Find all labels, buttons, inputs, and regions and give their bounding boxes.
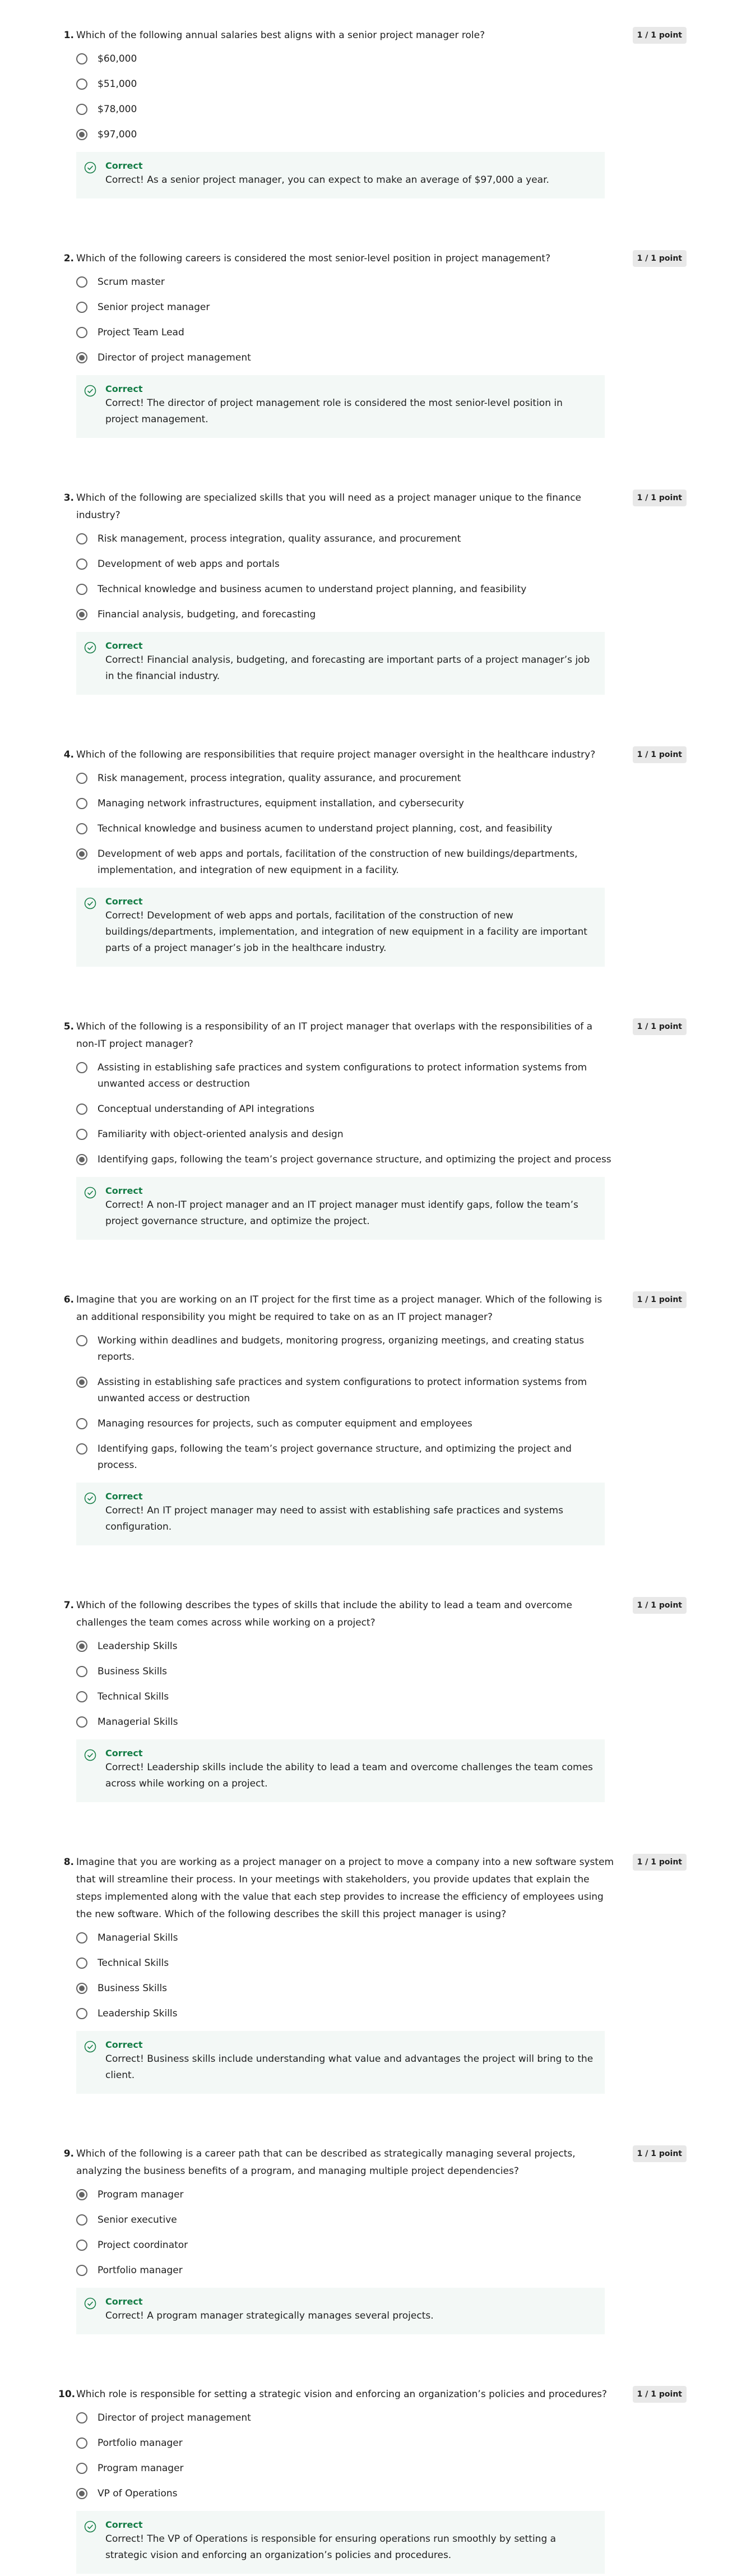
radio-selected-icon[interactable] bbox=[76, 1983, 87, 1994]
radio-icon[interactable] bbox=[76, 2437, 87, 2449]
feedback-text: Correct! Financial analysis, budgeting, and forecasting are important parts of a project manager’s job in the financial industry. bbox=[105, 654, 590, 682]
feedback-text: Correct! An IT project manager may need to assist with establishing safe practices and systems configuration. bbox=[105, 1505, 563, 1532]
option-label: Portfolio manager bbox=[98, 2437, 183, 2449]
feedback-box bbox=[76, 152, 605, 198]
feedback-box bbox=[76, 1483, 605, 1545]
option-label: Financial analysis, budgeting, and forecasting bbox=[98, 609, 316, 620]
answer-option[interactable] bbox=[76, 2237, 614, 2254]
option-label: $78,000 bbox=[98, 104, 137, 115]
option-label: Leadership Skills bbox=[98, 2008, 178, 2019]
option-label: Managerial Skills bbox=[98, 1932, 178, 1943]
feedback-text: Correct! The director of project management role is considered the most senior-level position in project management. bbox=[105, 398, 563, 425]
answer-option[interactable] bbox=[76, 1374, 614, 1407]
answer-option[interactable] bbox=[76, 274, 614, 290]
check-circle-icon bbox=[84, 1187, 96, 1199]
answer-option[interactable] bbox=[76, 101, 614, 118]
radio-icon[interactable] bbox=[76, 1129, 87, 1140]
answer-option[interactable] bbox=[76, 1127, 614, 1143]
question-number: 8. bbox=[63, 1857, 74, 1868]
answer-option[interactable] bbox=[76, 1416, 614, 1432]
radio-icon[interactable] bbox=[76, 1418, 87, 1429]
option-label: Senior project manager bbox=[98, 302, 210, 313]
feedback-text: Correct! A program manager strategically manages several projects. bbox=[105, 2310, 434, 2321]
radio-icon[interactable] bbox=[76, 2240, 87, 2251]
option-label: Project Team Lead bbox=[98, 327, 184, 338]
radio-selected-icon[interactable] bbox=[76, 2189, 87, 2200]
answer-option[interactable] bbox=[76, 2410, 614, 2426]
question-header bbox=[0, 1597, 751, 1632]
options-list bbox=[76, 2187, 751, 2279]
feedback-text: Correct! As a senior project manager, you can expect to make an average of $97,000 a year. bbox=[105, 174, 549, 186]
answer-option[interactable] bbox=[76, 581, 614, 598]
question-header bbox=[0, 1854, 751, 1923]
option-label: Development of web apps and portals bbox=[98, 558, 280, 570]
options-list bbox=[76, 51, 751, 143]
question-number: 4. bbox=[63, 749, 74, 760]
options-list bbox=[76, 1060, 751, 1168]
question-header bbox=[0, 27, 751, 44]
question-header bbox=[0, 1018, 751, 1053]
question bbox=[0, 1018, 751, 1240]
feedback-title: Correct bbox=[105, 1491, 143, 1502]
check-circle-icon bbox=[84, 161, 96, 174]
option-label: Director of project management bbox=[98, 2412, 251, 2423]
points-badge: 1 / 1 point bbox=[633, 1854, 687, 1871]
radio-selected-icon[interactable] bbox=[76, 2488, 87, 2499]
feedback-text: Correct! The VP of Operations is responsible for ensuring operations run smoothly by setting a strategic vision and enforcing an organization’s policies and procedures. bbox=[105, 2533, 557, 2561]
answer-option[interactable] bbox=[76, 127, 614, 143]
feedback-box bbox=[76, 2288, 605, 2334]
feedback-title: Correct bbox=[105, 2039, 143, 2050]
answer-option[interactable] bbox=[76, 350, 614, 366]
feedback-title: Correct bbox=[105, 896, 143, 907]
answer-option[interactable] bbox=[76, 846, 614, 879]
points-badge: 1 / 1 point bbox=[633, 27, 687, 44]
answer-option[interactable] bbox=[76, 1714, 614, 1730]
question bbox=[0, 2145, 751, 2334]
radio-icon[interactable] bbox=[76, 79, 87, 90]
option-label: Project coordinator bbox=[98, 2240, 188, 2251]
option-label: Identifying gaps, following the team’s project governance structure, and optimizing the project and process bbox=[98, 1154, 611, 1165]
option-label: Leadership Skills bbox=[98, 1641, 178, 1652]
check-circle-icon bbox=[84, 1492, 96, 1504]
radio-selected-icon[interactable] bbox=[76, 1154, 87, 1165]
option-label: Risk management, process integration, quality assurance, and procurement bbox=[98, 773, 461, 784]
answer-option[interactable] bbox=[76, 2006, 614, 2022]
radio-selected-icon[interactable] bbox=[76, 1377, 87, 1388]
question bbox=[0, 1291, 751, 1545]
options-list bbox=[76, 1638, 751, 1730]
feedback-box bbox=[76, 2511, 605, 2574]
answer-option[interactable] bbox=[76, 2187, 614, 2203]
feedback-text: Correct! Leadership skills include the ability to lead a team and overcome challenges the team comes across while working on a project. bbox=[105, 1762, 593, 1789]
answer-option[interactable] bbox=[76, 1981, 614, 1997]
question-number: 5. bbox=[63, 1021, 74, 1032]
feedback-text: Correct! Business skills include understanding what value and advantages the project will bring to the client. bbox=[105, 2053, 594, 2081]
question-number: 6. bbox=[63, 1294, 74, 1305]
radio-icon[interactable] bbox=[76, 558, 87, 570]
option-label: $97,000 bbox=[98, 129, 137, 140]
options-list bbox=[76, 2410, 751, 2502]
option-label: Assisting in establishing safe practices and system configurations to protect information systems from unwanted access or destruction bbox=[98, 1062, 587, 1090]
radio-icon[interactable] bbox=[76, 823, 87, 834]
question-header bbox=[0, 490, 751, 524]
option-label: Program manager bbox=[98, 2463, 184, 2474]
feedback-box bbox=[76, 632, 605, 695]
question-header bbox=[0, 250, 751, 267]
question bbox=[0, 250, 751, 438]
points-badge: 1 / 1 point bbox=[633, 746, 687, 763]
options-list bbox=[76, 274, 751, 366]
radio-icon[interactable] bbox=[76, 327, 87, 338]
question bbox=[0, 27, 751, 198]
radio-icon[interactable] bbox=[76, 1104, 87, 1115]
question-number: 2. bbox=[63, 253, 74, 264]
radio-icon[interactable] bbox=[76, 533, 87, 544]
question-header bbox=[0, 746, 751, 764]
question-text: Imagine that you are working on an IT project for the first time as a project manager. Which of the following is an additional responsibility you might be required to take on as an IT project manager? bbox=[76, 1294, 602, 1323]
check-circle-icon bbox=[84, 2297, 96, 2310]
answer-option[interactable] bbox=[76, 76, 614, 93]
radio-icon[interactable] bbox=[76, 1958, 87, 1969]
radio-icon[interactable] bbox=[76, 53, 87, 64]
radio-icon[interactable] bbox=[76, 302, 87, 313]
feedback-box bbox=[76, 888, 605, 967]
answer-option[interactable] bbox=[76, 1333, 614, 1365]
answer-option[interactable] bbox=[76, 1930, 614, 1946]
option-label: Development of web apps and portals, facilitation of the construction of new buildings/departments, implementation, and integration of new equipment in a facility. bbox=[98, 848, 578, 876]
answer-option[interactable] bbox=[76, 1101, 614, 1118]
radio-icon[interactable] bbox=[76, 1443, 87, 1455]
radio-icon[interactable] bbox=[76, 276, 87, 288]
question-text: Which of the following are responsibilities that require project manager oversight in the healthcare industry? bbox=[76, 749, 596, 760]
radio-selected-icon[interactable] bbox=[76, 848, 87, 860]
radio-icon[interactable] bbox=[76, 1691, 87, 1702]
radio-icon[interactable] bbox=[76, 2463, 87, 2474]
answer-option[interactable] bbox=[76, 1638, 614, 1655]
feedback-title: Correct bbox=[105, 1748, 143, 1758]
option-label: Technical Skills bbox=[98, 1691, 169, 1702]
radio-icon[interactable] bbox=[76, 2008, 87, 2019]
answer-option[interactable] bbox=[76, 2435, 614, 2452]
radio-selected-icon[interactable] bbox=[76, 1641, 87, 1652]
options-list bbox=[76, 531, 751, 623]
answer-option[interactable] bbox=[76, 2486, 614, 2502]
radio-selected-icon[interactable] bbox=[76, 129, 87, 140]
question-text: Which of the following are specialized skills that you will need as a project manager unique to the finance industry? bbox=[76, 492, 581, 521]
question-header bbox=[0, 2145, 751, 2180]
feedback-title: Correct bbox=[105, 160, 143, 171]
feedback-box bbox=[76, 2031, 605, 2094]
check-circle-icon bbox=[84, 897, 96, 910]
radio-icon[interactable] bbox=[76, 1932, 87, 1943]
option-label: Technical knowledge and business acumen to understand project planning, and feasibility bbox=[98, 584, 527, 595]
answer-option[interactable] bbox=[76, 2460, 614, 2477]
question-header bbox=[0, 1291, 751, 1326]
check-circle-icon bbox=[84, 2520, 96, 2533]
check-circle-icon bbox=[84, 641, 96, 654]
option-label: Risk management, process integration, quality assurance, and procurement bbox=[98, 533, 461, 544]
question-text: Which of the following is a responsibility of an IT project manager that overlaps with the responsibilities of a non-IT project manager? bbox=[76, 1021, 593, 1050]
option-label: Program manager bbox=[98, 2189, 184, 2200]
options-list bbox=[76, 1333, 751, 1474]
answer-option[interactable] bbox=[76, 1152, 614, 1168]
answer-option[interactable] bbox=[76, 1060, 614, 1092]
feedback-title: Correct bbox=[105, 2296, 143, 2307]
radio-icon[interactable] bbox=[76, 104, 87, 115]
question-number: 1. bbox=[63, 30, 74, 41]
option-label: Technical knowledge and business acumen to understand project planning, cost, and feasibility bbox=[98, 823, 553, 834]
radio-icon[interactable] bbox=[76, 773, 87, 784]
option-label: Business Skills bbox=[98, 1666, 168, 1677]
question bbox=[0, 1854, 751, 2094]
radio-icon[interactable] bbox=[76, 798, 87, 809]
answer-option[interactable] bbox=[76, 556, 614, 573]
feedback-text: Correct! A non-IT project manager and an IT project manager must identify gaps, follow the team’s project governance structure, and optimize the project. bbox=[105, 1199, 578, 1227]
option-label: Technical Skills bbox=[98, 1958, 169, 1969]
option-label: Familiarity with object-oriented analysis and design bbox=[98, 1129, 344, 1140]
question bbox=[0, 490, 751, 695]
option-label: VP of Operations bbox=[98, 2488, 178, 2499]
option-label: Portfolio manager bbox=[98, 2265, 183, 2276]
answer-option[interactable] bbox=[76, 1441, 614, 1474]
question-text: Which role is responsible for setting a strategic vision and enforcing an organization’s policies and procedures? bbox=[76, 2389, 608, 2400]
feedback-box bbox=[76, 375, 605, 438]
question bbox=[0, 2386, 751, 2574]
question-text: Which of the following careers is considered the most senior-level position in project management? bbox=[76, 253, 551, 264]
points-badge: 1 / 1 point bbox=[633, 250, 687, 267]
answer-option[interactable] bbox=[76, 51, 614, 67]
check-circle-icon bbox=[84, 2041, 96, 2053]
radio-selected-icon[interactable] bbox=[76, 352, 87, 363]
question-number: 9. bbox=[63, 2148, 74, 2159]
radio-icon[interactable] bbox=[76, 1062, 87, 1073]
answer-option[interactable] bbox=[76, 1689, 614, 1705]
points-badge: 1 / 1 point bbox=[633, 2145, 687, 2162]
question bbox=[0, 1597, 751, 1802]
option-label: Identifying gaps, following the team’s project governance structure, and optimizing the project and process. bbox=[98, 1443, 572, 1471]
feedback-title: Correct bbox=[105, 384, 143, 394]
question-text: Which of the following annual salaries best aligns with a senior project manager role? bbox=[76, 30, 485, 41]
question-text: Imagine that you are working as a project manager on a project to move a company into a new software system that will streamline their process. In your meetings with stakeholders, you provide updates that explain the steps implemented along with the value that each step provides to increase the efficiency of employees using the new software. Which of the following describes the skill this project manager is using? bbox=[76, 1857, 614, 1920]
option-label: Managing network infrastructures, equipment installation, and cybersecurity bbox=[98, 798, 464, 809]
option-label: Assisting in establishing safe practices and system configurations to protect information systems from unwanted access or destruction bbox=[98, 1377, 587, 1404]
radio-icon[interactable] bbox=[76, 2412, 87, 2423]
question-number: 7. bbox=[63, 1600, 74, 1611]
answer-option[interactable] bbox=[76, 821, 614, 837]
question-header bbox=[0, 2386, 751, 2403]
answer-option[interactable] bbox=[76, 607, 614, 623]
answer-option[interactable] bbox=[76, 325, 614, 341]
answer-option[interactable] bbox=[76, 2263, 614, 2279]
option-label: Senior executive bbox=[98, 2214, 177, 2226]
feedback-text: Correct! Development of web apps and portals, facilitation of the construction of new buildings/departments, implementation, and integration of new equipment in a facility are important parts of a project manager’s job in the healthcare industry. bbox=[105, 910, 587, 954]
question-number: 10. bbox=[58, 2389, 76, 2400]
points-badge: 1 / 1 point bbox=[633, 490, 687, 506]
radio-icon[interactable] bbox=[76, 2214, 87, 2226]
question-text: Which of the following describes the types of skills that include the ability to lead a team and overcome challenges the team comes across while working on a project? bbox=[76, 1600, 572, 1628]
option-label: Conceptual understanding of API integrations bbox=[98, 1104, 314, 1115]
feedback-title: Correct bbox=[105, 640, 143, 651]
option-label: Managing resources for projects, such as computer equipment and employees bbox=[98, 1418, 472, 1429]
answer-option[interactable] bbox=[76, 1664, 614, 1680]
feedback-box bbox=[76, 1739, 605, 1802]
feedback-box bbox=[76, 1177, 605, 1240]
points-badge: 1 / 1 point bbox=[633, 2386, 687, 2403]
check-circle-icon bbox=[84, 1749, 96, 1761]
radio-icon[interactable] bbox=[76, 1335, 87, 1346]
radio-icon[interactable] bbox=[76, 1666, 87, 1677]
option-label: Business Skills bbox=[98, 1983, 168, 1994]
check-circle-icon bbox=[84, 385, 96, 397]
options-list bbox=[76, 770, 751, 879]
option-label: Director of project management bbox=[98, 352, 251, 363]
radio-icon[interactable] bbox=[76, 2265, 87, 2276]
radio-icon[interactable] bbox=[76, 584, 87, 595]
option-label: $51,000 bbox=[98, 79, 137, 90]
question-number: 3. bbox=[63, 492, 74, 504]
option-label: Scrum master bbox=[98, 276, 165, 288]
option-label: Managerial Skills bbox=[98, 1716, 178, 1728]
option-label: $60,000 bbox=[98, 53, 137, 64]
question bbox=[0, 746, 751, 967]
answer-option[interactable] bbox=[76, 796, 614, 812]
answer-option[interactable] bbox=[76, 770, 614, 787]
option-label: Working within deadlines and budgets, monitoring progress, organizing meetings, and creating status reports. bbox=[98, 1335, 585, 1363]
answer-option[interactable] bbox=[76, 2212, 614, 2228]
points-badge: 1 / 1 point bbox=[633, 1018, 687, 1035]
radio-icon[interactable] bbox=[76, 1716, 87, 1728]
question-text: Which of the following is a career path that can be described as strategically managing several projects, analyzing the business benefits of a program, and managing multiple project dependencies? bbox=[76, 2148, 576, 2177]
radio-selected-icon[interactable] bbox=[76, 609, 87, 620]
answer-option[interactable] bbox=[76, 531, 614, 547]
feedback-title: Correct bbox=[105, 1185, 143, 1196]
feedback-title: Correct bbox=[105, 2519, 143, 2530]
points-badge: 1 / 1 point bbox=[633, 1597, 687, 1614]
options-list bbox=[76, 1930, 751, 2022]
points-badge: 1 / 1 point bbox=[633, 1291, 687, 1308]
answer-option[interactable] bbox=[76, 299, 614, 316]
answer-option[interactable] bbox=[76, 1955, 614, 1972]
